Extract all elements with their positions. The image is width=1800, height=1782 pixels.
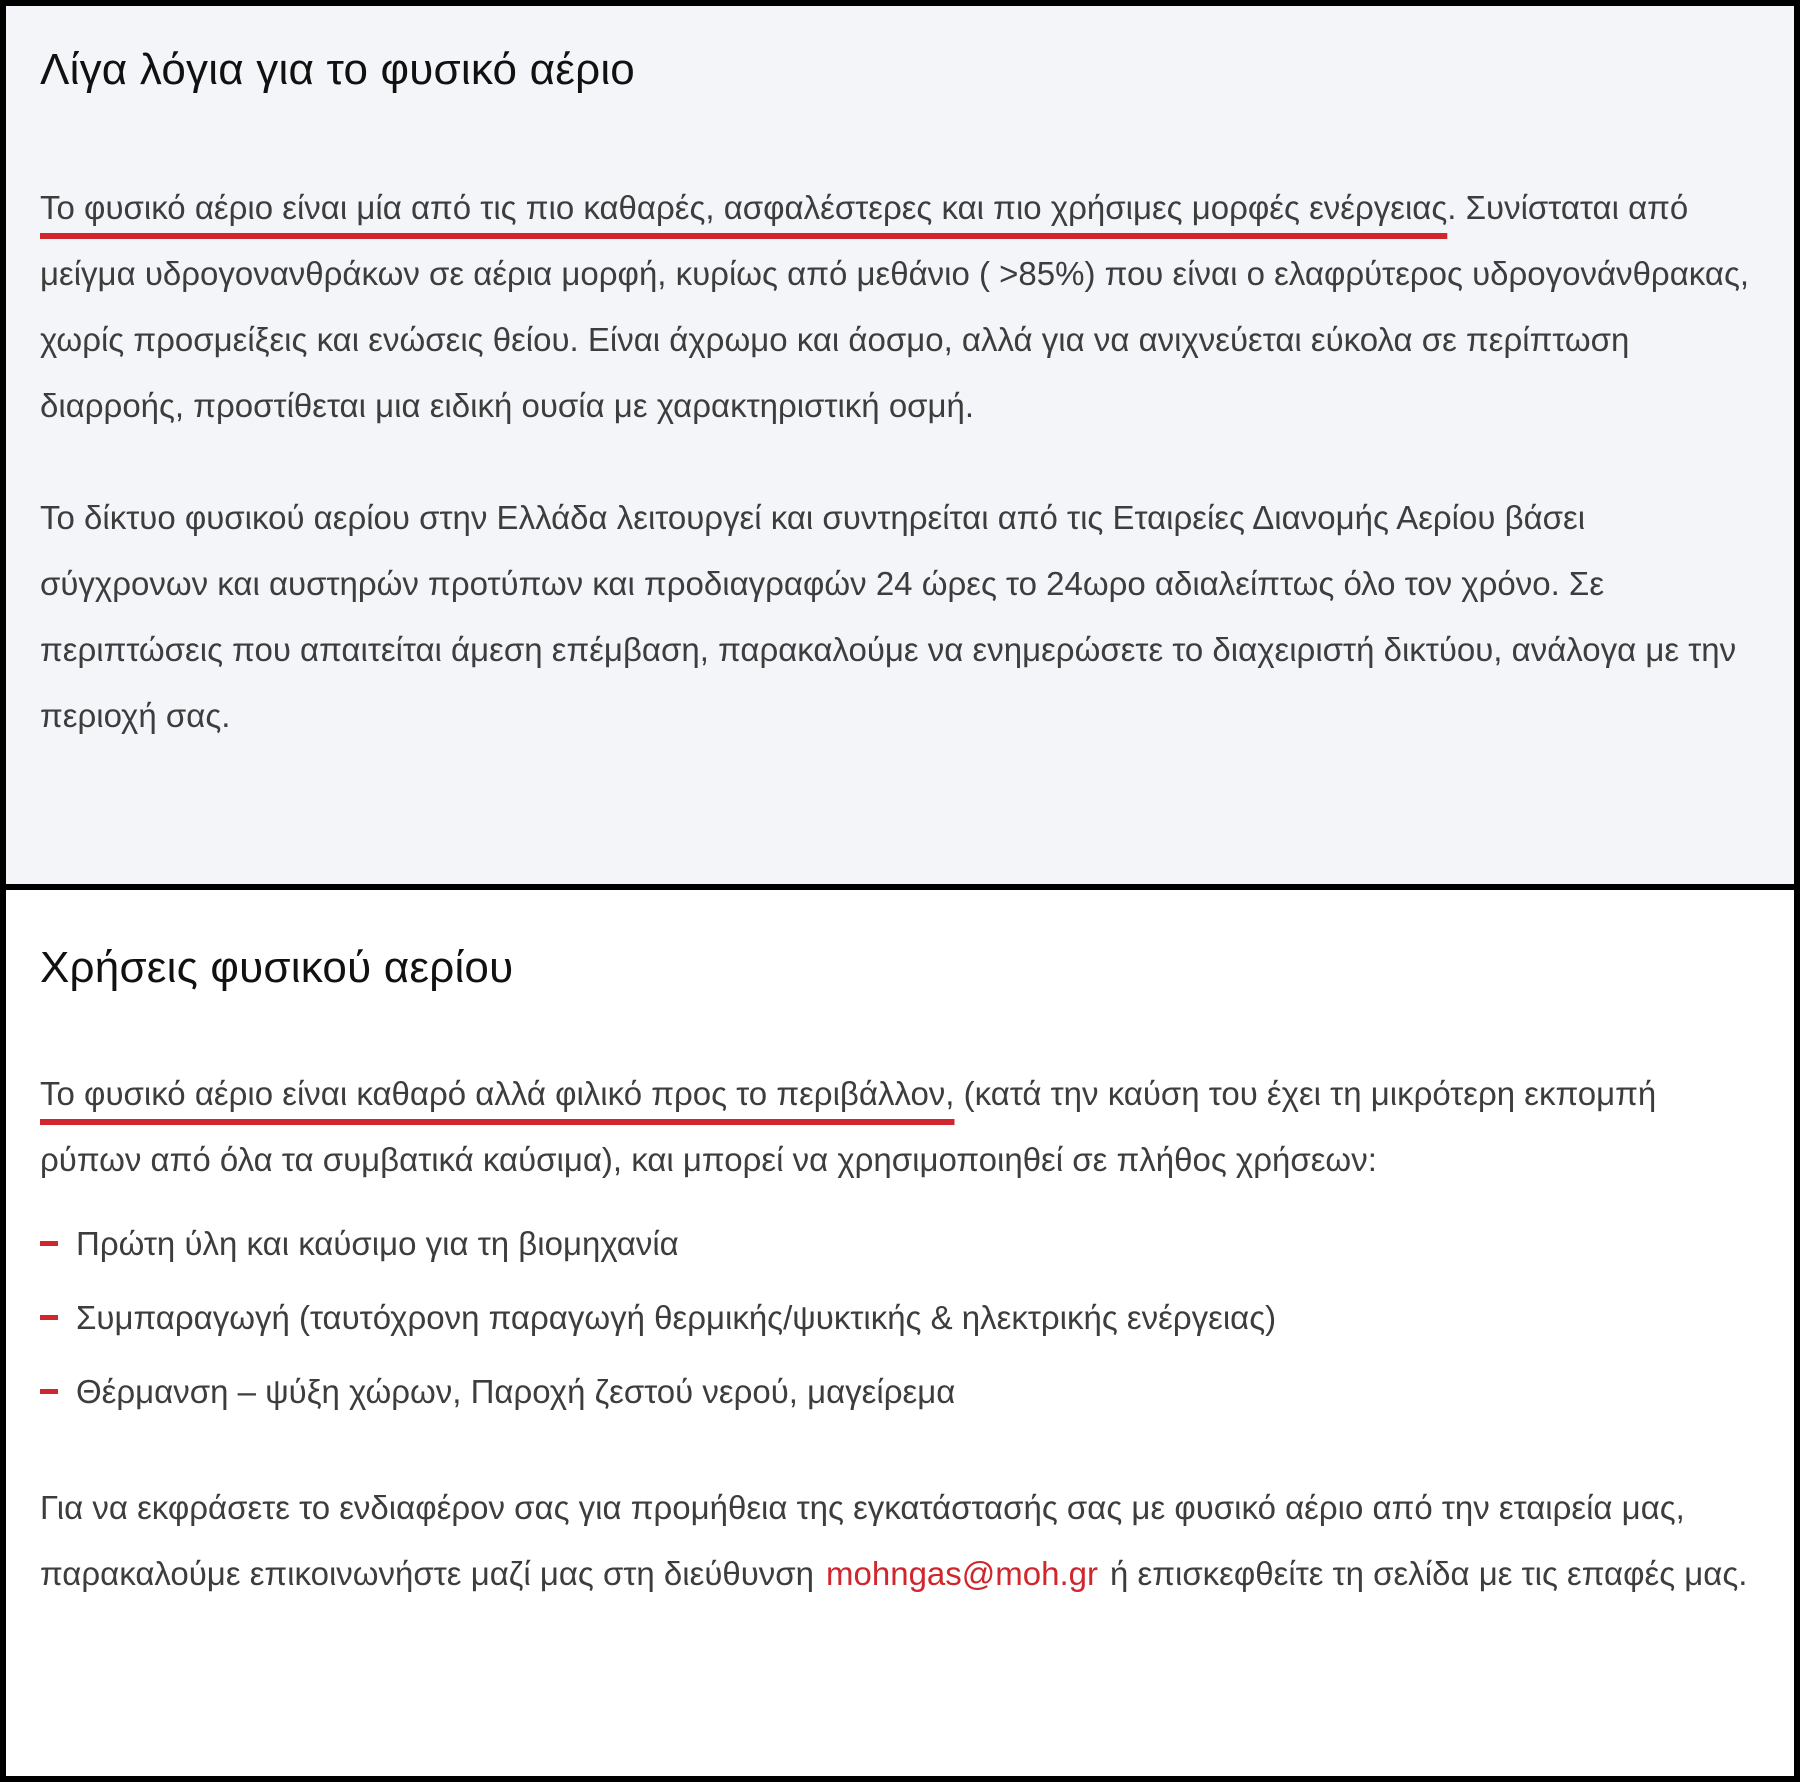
list-item-label: Πρώτη ύλη και καύσιμο για τη βιομηχανία <box>76 1224 679 1262</box>
network-paragraph: Το δίκτυο φυσικού αερίου στην Ελλάδα λειτουργεί και συντηρείται από τις Εταιρείες Διανομής Αερίου βάσει σύγχρονων και αυστηρών προτύπων και προδιαγραφών 24 ώρες το 24ωρο αδιαλείπτως όλο τον χρόνο. Σε περιπτώσεις που απαιτείται άμεση επέμβαση, παρακαλούμε να ενημερώσετε το διαχειριστή δικτύου, ανάλογα με την περιοχή σας. <box>40 498 1737 734</box>
contact-text-after: ή επισκεφθείτε τη σελίδα με τις επαφές μας. <box>1109 1554 1748 1592</box>
list-item <box>40 1281 1762 1355</box>
uses-section-title: Χρήσεις φυσικού αερίου <box>40 943 514 992</box>
contact-text-before: Για να εκφράσετε το ενδιαφέρον σας για προμήθεια της εγκατάστασής σας με φυσικό αέριο από την εταιρεία μας, παρακαλούμε επικοινωνήστε μαζί μας στη διεύθυνση <box>40 1488 1685 1592</box>
list-item-label: Συμπαραγωγή (ταυτόχρονη παραγωγή θερμικής/ψυκτικής & ηλεκτρικής ενέργειας) <box>76 1298 1277 1336</box>
uses-intro-rest: (κατά την καύση του έχει τη μικρότερη εκπομπή ρύπων από όλα τα συμβατικά καύσιμα), και μπορεί να χρησιμοποιηθεί σε πλήθος χρήσεων: <box>40 1074 1657 1178</box>
contact-email-link[interactable]: mohngas@moh.gr <box>826 1554 1098 1592</box>
list-item-label: Θέρμανση – ψύξη χώρων, Παροχή ζεστού νερού, μαγείρεμα <box>76 1372 956 1410</box>
contact-paragraph <box>40 1475 1762 1607</box>
about-intro-paragraph <box>40 175 1762 439</box>
about-intro-rest: . Συνίσταται από μείγμα υδρογονανθράκων σε αέρια μορφή, κυρίως από μεθάνιο ( >85%) που είναι ο ελαφρύτερος υδρογονάνθρακας, χωρίς προσμείξεις και ενώσεις θείου. Είναι άχρωμο και άοσμο, αλλά για να ανιχνεύεται εύκολα σε περίπτωση διαρροής, προστίθεται μια ειδική ουσία με χαρακτηριστική οσμή. <box>40 188 1750 424</box>
about-natural-gas-section <box>6 6 1794 890</box>
about-highlighted-text: Το φυσικό αέριο είναι μία από τις πιο καθαρές, ασφαλέστερες και πιο χρήσιμες μορφές ενέργειας <box>40 188 1448 226</box>
dash-bullet-icon <box>40 1389 58 1394</box>
dash-bullet-icon <box>40 1315 58 1320</box>
natural-gas-uses-section <box>6 896 1794 1776</box>
about-section-title: Λίγα λόγια για το φυσικό αέριο <box>40 45 635 94</box>
uses-intro-paragraph <box>40 1061 1762 1193</box>
uses-list <box>40 1207 1762 1429</box>
uses-highlighted-text: Το φυσικό αέριο είναι καθαρό αλλά φιλικό προς το περιβάλλον, <box>40 1074 955 1112</box>
list-item <box>40 1355 1762 1429</box>
list-item <box>40 1207 1762 1281</box>
dash-bullet-icon <box>40 1241 58 1246</box>
